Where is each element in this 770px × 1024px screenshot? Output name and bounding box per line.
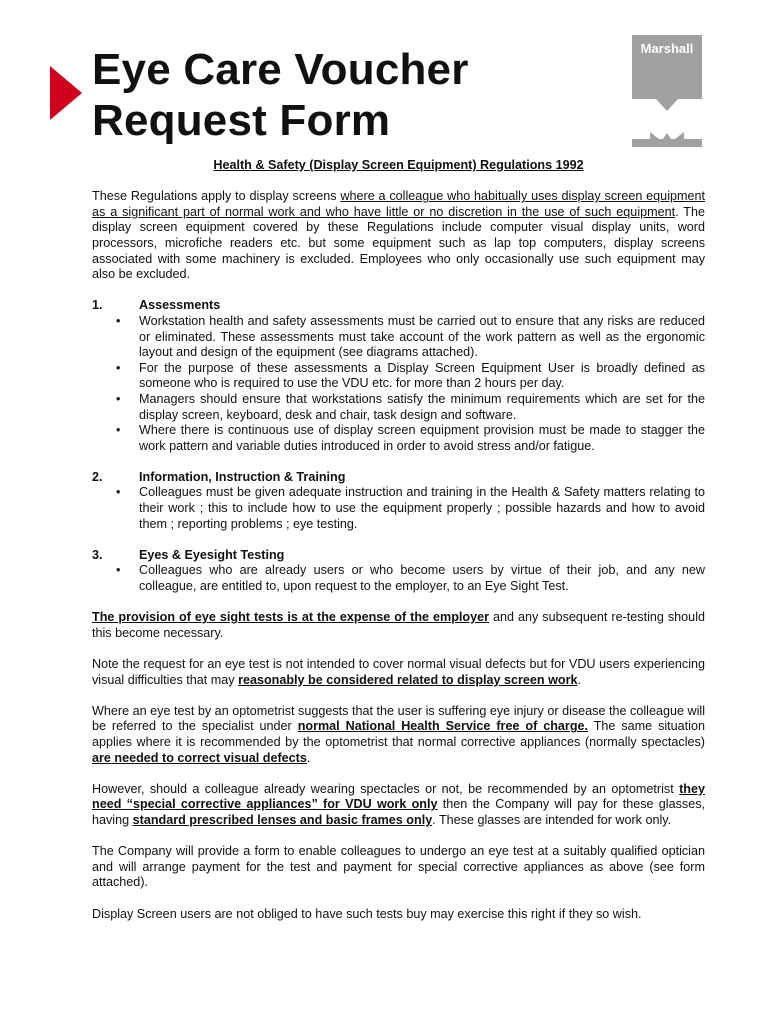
company-paragraph: The Company will provide a form to enable colleagues to undergo an eye test at a suitably qualified optician and will arrange payment for the test and payment for special corrective appliances as above (see form attached). — [92, 844, 705, 890]
however-text-3: . These glasses are intended for work only. — [432, 812, 672, 827]
however-text-1: However, should a colleague already wearing spectacles or not, be recommended by an optometrist — [92, 781, 680, 796]
list-item — [92, 392, 705, 423]
list-item — [92, 563, 705, 594]
logo-box — [632, 35, 702, 99]
logo-text: Marshall — [640, 41, 694, 56]
regulations-subtitle: Health & Safety (Display Screen Equipment) Regulations 1992 — [213, 158, 584, 172]
section-number: 2. — [92, 469, 103, 484]
title-line-1: Eye Care Voucher — [92, 45, 469, 94]
note-emphasis: reasonably be considered related to display screen work — [238, 672, 578, 687]
note-text-1: Note the request for an eye test is not intended to cover normal visual defects but for VDU users experiencing visual difficulties that may — [92, 657, 705, 687]
marshall-logo — [632, 35, 702, 147]
referral-emphasis-2: are needed to correct visual defects — [92, 750, 307, 765]
referral-emphasis-1: normal National Health Service free of charge. — [297, 719, 589, 734]
intro-underlined: where a colleague who habitually uses display screen equipment as a significant part of normal work and who have little or no discretion in the use of such equipment — [92, 189, 705, 219]
however-text-2: then the Company will pay for these glasses, having — [92, 797, 706, 827]
section-assessments — [92, 298, 705, 454]
however-emphasis-1: they need “special corrective appliances” for VDU work only — [92, 781, 705, 812]
display-users-paragraph: Display Screen users are not obliged to have such tests buy may exercise this right if they so wish. — [92, 906, 642, 921]
logo-pointer — [656, 99, 678, 111]
note-paragraph — [92, 657, 705, 688]
logo-m-mark-icon — [632, 129, 702, 147]
intro-text-2: . The display screen equipment covered by these Regulations include computer visual display units, word processors, microfiche readers etc. but some equipment such as lap top computers, display screens associated with some machinery is excluded. Employees who only occasionally use such equipment may also be excluded. — [92, 204, 705, 282]
provision-emphasis: The provision of eye sight tests is at the expense of the employer — [92, 610, 490, 625]
list-item — [92, 361, 705, 392]
document-body — [92, 158, 705, 938]
bullet-text: Managers should ensure that workstations satisfy the minimum requirements which are set for the display screen, keyboard, desk and chair, task design and software. — [139, 391, 705, 422]
list-item — [92, 314, 705, 361]
title-line-2: Request Form — [92, 96, 391, 145]
list-item — [92, 485, 705, 532]
bullet-text: Workstation health and safety assessments must be carried out to ensure that any risks are reduced or eliminated. These assessments must take account of the work pattern as well as the ergonomic layout and design of the equipment (see diagrams attached). — [139, 313, 705, 360]
intro-paragraph — [92, 189, 705, 283]
bullet-icon: • — [116, 423, 121, 438]
section-number: 1. — [92, 298, 103, 313]
bullet-text: Where there is continuous use of display screen equipment provision must be made to stagger the work pattern and variable duties introduced in order to avoid stress and/or fatigue. — [139, 423, 705, 453]
note-text-2: . — [577, 672, 582, 687]
section-heading: Eyes & Eyesight Testing — [139, 547, 285, 562]
however-paragraph — [92, 782, 705, 829]
intro-text-1: These Regulations apply to display screens — [92, 189, 341, 204]
provision-paragraph — [92, 610, 705, 641]
referral-text-3: . — [306, 750, 311, 765]
provision-text: and any subsequent re-testing should this become necessary. — [92, 610, 705, 640]
however-emphasis-2: standard prescribed lenses and basic frames only — [132, 812, 433, 827]
referral-text-2: The same situation applies where it is recommended by the optometrist that normal corrective appliances (normally spectacles) — [92, 719, 705, 749]
bullet-text: For the purpose of these assessments a Display Screen Equipment User is broadly defined as someone who is required to use the VDU etc. for more than 2 hours per day. — [139, 360, 705, 391]
page-title — [92, 44, 469, 146]
bullet-icon: • — [116, 391, 121, 406]
bullet-text: Colleagues who are already users or who become users by virtue of their job, and any new colleague, are entitled to, upon request to the employer, to an Eye Sight Test. — [139, 563, 705, 594]
bullet-icon: • — [116, 563, 121, 578]
list-item — [92, 423, 705, 454]
section-eyesight-testing — [92, 548, 705, 595]
referral-text-1: Where an eye test by an optometrist suggests that the user is suffering eye injury or disease the colleague will be referred to the specialist under — [92, 703, 705, 734]
section-heading: Information, Instruction & Training — [139, 469, 346, 484]
bullet-icon: • — [116, 485, 121, 500]
referral-paragraph — [92, 704, 705, 766]
bullet-icon: • — [116, 360, 121, 375]
bullet-icon: • — [116, 313, 121, 328]
section-information-training — [92, 470, 705, 532]
bullet-text: Colleagues must be given adequate instruction and training in the Health & Safety matters relating to their work ; this to include how to use the equipment properly ; possible hazards and how to avoid them ; reporting problems ; eye testing. — [139, 485, 705, 531]
red-arrow-marker — [50, 66, 82, 120]
section-heading: Assessments — [139, 298, 221, 313]
section-number: 3. — [92, 547, 103, 562]
